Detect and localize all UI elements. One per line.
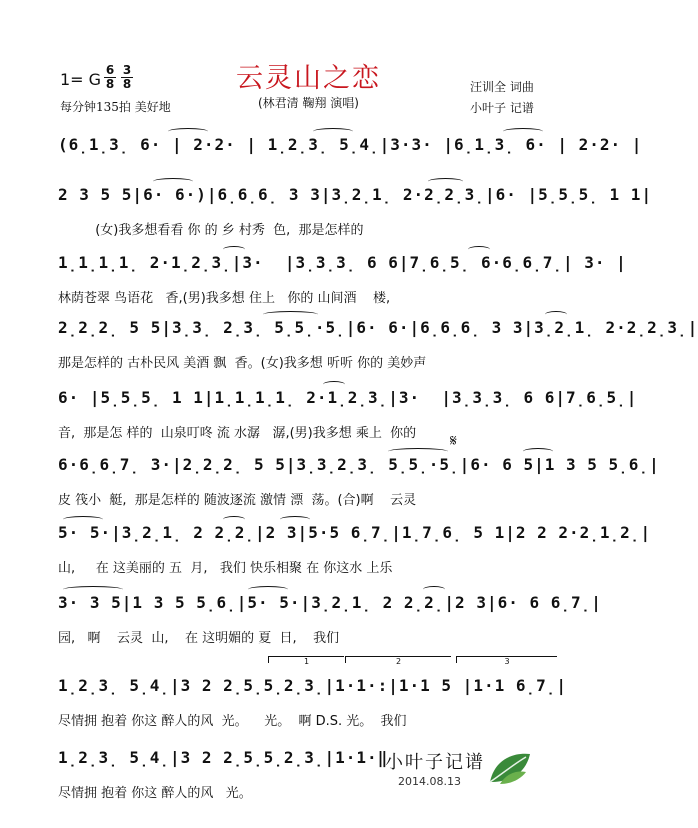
- notation: 1̣1̣1̣1̣ 2·1̣2̣3̣|3· |3̣3̣3̣ 6 6|7̣6̣5̣ 6·6̣6̣7̣| 3· |: [58, 253, 627, 272]
- time-sig-bottom: 8: [105, 77, 115, 91]
- slur: [168, 128, 208, 135]
- notation: 2 3 5 5|6· 6·)|6̣6̣6̣ 3 3|3̣2̣1̣ 2·2̣2̣3̣|6· |5̣5̣5̣ 1 1|: [58, 185, 653, 204]
- transcriber-credit: 小叶子 记谱: [470, 101, 534, 115]
- slur: [63, 586, 123, 593]
- tempo-marking: 每分钟135拍 美好地: [60, 100, 171, 114]
- notation: 6· |5̣5̣5̣ 1 1|1̣1̣1̣1̣ 2·1̣2̣3̣|3· |3̣3̣3̣ 6 6|7̣6̣5̣|: [58, 388, 638, 407]
- transcription-date: 2014.08.13: [398, 775, 461, 788]
- transcriber-signature: 小叶子记谱: [385, 752, 485, 773]
- notation: 6·6̣6̣7̣ 3·|2̣2̣2̣ 5 5|3̣3̣2̣3̣ 5̣5̣·5̣|6· 6 5|1 3 5 5̣6̣|: [58, 455, 660, 474]
- volta-bracket-3: 3: [456, 656, 557, 663]
- lyrics: 林荫苍翠 鸟语花 香,(男)我多想 住上 你的 山间酒 楼,: [58, 291, 391, 306]
- slur: [280, 516, 310, 523]
- notation: 1̣2̣3̣ 5̣4̣|3 2 2̣5̣5̣2̣3̣|1·1·:|1·1 5 |1·1 6̣7̣|: [58, 676, 568, 695]
- time-sig-top: 3: [122, 63, 132, 77]
- slur: [223, 516, 245, 523]
- performers: (林君清 鞠翔 演唱): [258, 96, 359, 110]
- lyrics: 园, 啊 云灵 山, 在 这明媚的 夏 日, 我们: [58, 631, 340, 646]
- score-line-9: [58, 657, 568, 756]
- slur: [523, 448, 553, 455]
- slur: [388, 448, 448, 455]
- time-signature-3-8: [120, 64, 134, 91]
- notation: 5· 5·|3̣2̣1̣ 2 2̣2̣|2 3|5·5 6̣7̣|1̣7̣6̣ 5 1|2 2 2·2̣1̣2̣|: [58, 523, 652, 542]
- lyrics: 尽情拥 抱着 你这 醉人的风 光。: [58, 786, 252, 801]
- lyrics: 尽情拥 抱着 你这 醉人的风 光。 光。 啊 D.S. 光。 我们: [58, 714, 407, 729]
- time-signature-6-8: [103, 64, 117, 91]
- key-signature: 1= G: [60, 70, 102, 89]
- volta-bracket-1: 1: [268, 656, 344, 663]
- slur: [313, 128, 353, 135]
- notation: (6̣1̣3̣ 6· | 2·2· | 1̣2̣3̣ 5̣4̣|3·3· |6̣1̣3̣ 6· | 2·2· |: [58, 135, 643, 154]
- lyrics: 那是怎样的 古朴民风 美酒 飘 香。(女)我多想 听听 你的 美妙声: [58, 356, 427, 371]
- leaf-icon: [486, 748, 534, 786]
- time-sig-bottom: 8: [122, 77, 132, 91]
- slur: [153, 178, 193, 185]
- slur: [503, 128, 543, 135]
- lyrics: 音, 那是怎 样的 山泉叮咚 流 水潺 潺,(男)我多想 乘上 你的: [58, 426, 417, 441]
- slur: [323, 381, 345, 388]
- time-sig-top: 6: [105, 63, 115, 77]
- song-title: 云灵山之恋: [236, 63, 381, 94]
- lyrics: (女)我多想看看 你 的 乡 村秀 色, 那是怎样的: [58, 223, 364, 238]
- slur: [263, 311, 318, 318]
- notation: 2̣2̣2̣ 5 5|3̣3̣ 2̣3̣ 5̣5̣·5̣|6· 6·|6̣6̣6̣ 3 3|3̣2̣1̣ 2·2̣2̣3̣|: [58, 318, 698, 337]
- lyricist-credit: 汪训全 词曲: [470, 80, 534, 94]
- slur: [423, 586, 445, 593]
- slur: [468, 246, 490, 253]
- segno-sign: 𝄋: [450, 431, 457, 450]
- volta-bracket-2: 2: [345, 656, 451, 663]
- lyrics: 皮 筏小 艇, 那是怎样的 随波逐流 激情 漂 荡。(合)啊 云灵: [58, 493, 417, 508]
- slur: [223, 246, 245, 253]
- notation: 3· 3 5|1 3 5 5̣6̣|5· 5·|3̣2̣1̣ 2 2̣2̣|2 3|6· 6 6̣7̣|: [58, 593, 602, 612]
- notation: 1̣2̣3̣ 5̣4̣|3 2 2̣5̣5̣2̣3̣|1·1·‖: [58, 748, 389, 767]
- slur: [545, 311, 567, 318]
- slur: [428, 178, 463, 185]
- lyrics: 山, 在 这美丽的 五 月, 我们 快乐相聚 在 你这水 上乐: [58, 561, 393, 576]
- slur: [248, 586, 288, 593]
- slur: [63, 516, 103, 523]
